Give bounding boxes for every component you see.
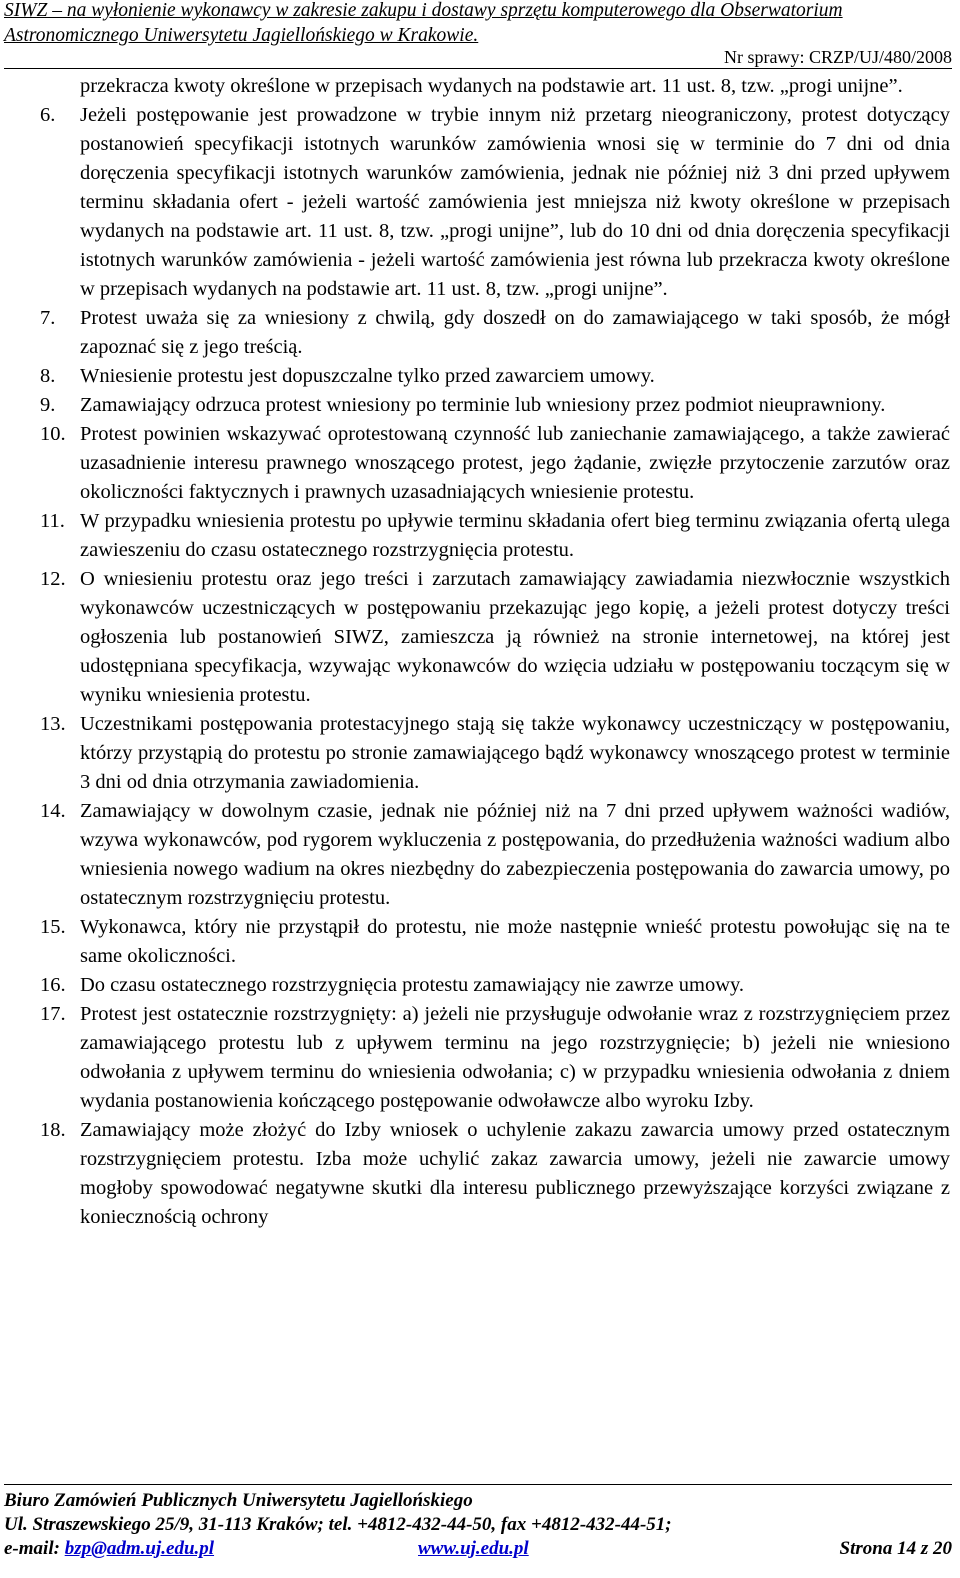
list-item-number: 6. [40,104,56,126]
list-item-number: 9. [40,394,56,416]
website-link[interactable]: www.uj.edu.pl [418,1538,529,1559]
list-item-number: 17. [40,1003,66,1025]
list-item-text: O wniesieniu protestu oraz jego treści i zarzutach zamawiający zawiadamia niezwłocznie wszystkich wykonawców uczestniczących w postępowaniu przekazując jego kopię, a jeżeli protest dotyczy treści ogłoszenia lub postanowień SIWZ, zamieszcza ją również na stronie internetowej, na której jest udostępniana specyfikacja, wzywając wykonawców do wzięcia udziału w postępowaniu toczącym się w wyniku wniesienia protestu. [80,568,950,706]
list-item-number: 11. [40,510,65,532]
header-title-line2: Astronomicznego Uniwersytetu Jagiellońskiego w Krakowie. [4,25,479,46]
footer-divider [4,1484,952,1485]
case-number: Nr sprawy: CRZP/UJ/480/2008 [723,47,952,67]
numbered-list [40,101,950,1232]
list-item-text: Protest uważa się za wniesiony z chwilą, gdy doszedł on do zamawiającego w taki sposób, że mógł zapoznać się z jego treścią. [80,307,950,358]
list-item-number: 14. [40,800,66,822]
page-footer [4,1484,952,1561]
header-title-line1: SIWZ – na wyłonienie wykonawcy w zakresie zakupu i dostawy sprzętu komputerowego dla Obserwatorium [4,0,843,21]
list-item-text: W przypadku wniesienia protestu po upływie terminu składania ofert bieg terminu związania ofertą ulega zawieszeniu do czasu ostatecznego rozstrzygnięcia protestu. [80,510,950,561]
list-item-text: Zamawiający odrzuca protest wniesiony po terminie lub wniesiony przez podmiot nieuprawniony. [80,394,886,416]
list-item [40,420,950,507]
list-item [40,913,950,971]
list-item [40,797,950,913]
page-header [4,0,952,70]
list-item [40,304,950,362]
list-item [40,1000,950,1116]
list-item-number: 15. [40,916,66,938]
list-item-number: 18. [40,1119,66,1141]
header-divider [4,68,952,69]
footer-address: Ul. Straszewskiego 25/9, 31-113 Kraków; tel. +4812-432-44-50, fax +4812-432-44-51; [4,1514,672,1535]
list-item [40,710,950,797]
list-item-text: Wykonawca, który nie przystąpił do protestu, nie może następnie wnieść protestu powołując się na te same okoliczności. [80,916,950,967]
list-item-number: 8. [40,365,56,387]
email-link[interactable]: bzp@adm.uj.edu.pl [64,1538,215,1559]
list-item-number: 13. [40,713,66,735]
list-item-text: Uczestnikami postępowania protestacyjnego stają się także wykonawcy uczestniczący w postępowaniu, którzy przystąpią do protestu po stronie zamawiającego bądź wykonawcy wnoszącego protest w terminie 3 dni od dnia otrzymania zawiadomienia. [80,713,950,793]
list-item-text: Wniesienie protestu jest dopuszczalne tylko przed zawarciem umowy. [80,365,655,387]
list-item-number: 16. [40,974,66,996]
document-body [40,72,950,1232]
footer-office: Biuro Zamówień Publicznych Uniwersytetu Jagiellońskiego [4,1490,473,1511]
list-item [40,565,950,710]
list-item-text: Protest powinien wskazywać oprotestowaną czynność lub zaniechanie zamawiającego, a także zawierać uzasadnienie interesu prawnego wnoszącego protest, jego żądanie, zwięzłe przytoczenie zarzutów oraz okoliczności faktycznych i prawnych uzasadniających wniesienie protestu. [80,423,950,503]
email-label: e-mail: [4,1538,65,1559]
list-item [40,507,950,565]
continuation-paragraph: przekracza kwoty określone w przepisach wydanych na podstawie art. 11 ust. 8, tzw. „progi unijne”. [80,75,903,97]
list-item-number: 12. [40,568,66,590]
list-item-number: 10. [40,423,66,445]
list-item-text: Protest jest ostatecznie rozstrzygnięty: a) jeżeli nie przysługuje odwołanie wraz z rozstrzygnięciem przez zamawiającego protestu lub z upływem terminu na jego rozstrzygnięcie; b) jeżeli nie wniesiono odwołania z upływem terminu do wniesienia odwołania; c) w przypadku wniesienia odwołania z dniem wydania postanowienia kończącego postępowanie odwoławcze albo wyroku Izby. [80,1003,950,1112]
list-item [40,391,950,420]
list-item-text: Zamawiający może złożyć do Izby wniosek o uchylenie zakazu zawarcia umowy przed ostatecznym rozstrzygnięciem protestu. Izba może uchylić zakaz zawarcia umowy, jeżeli nie zawarcie umowy mogłoby spowodować negatywne skutki dla interesu publicznego przewyższające korzyści związane z koniecznością ochrony [80,1119,950,1228]
list-item-text: Jeżeli postępowanie jest prowadzone w trybie innym niż przetarg nieograniczony, protest dotyczący postanowień specyfikacji istotnych warunków zamówienia wnosi się w terminie do 7 dni od dnia doręczenia specyfikacji istotnych warunków zamówienia, jednak nie później niż 3 dni przed upływem terminu składania ofert - jeżeli wartość zamówienia jest mniejsza niż kwoty określone w przepisach wydanych na podstawie art. 11 ust. 8, tzw. „progi unijne”, lub do 10 dni od dnia doręczenia specyfikacji istotnych warunków zamówienia - jeżeli wartość zamówienia jest równa lub przekracza kwoty określone w przepisach wydanych na podstawie art. 11 ust. 8, tzw. „progi unijne”. [80,104,950,300]
list-item-text: Do czasu ostatecznego rozstrzygnięcia protestu zamawiający nie zawrze umowy. [80,974,745,996]
list-item [40,1116,950,1232]
list-item-number: 7. [40,307,56,329]
footer-contact [4,1537,952,1561]
page-number: Strona 14 z 20 [839,1538,952,1559]
list-item-text: Zamawiający w dowolnym czasie, jednak nie później niż na 7 dni przed upływem ważności wadiów, wzywa wykonawców, pod rygorem wykluczenia z postępowania, do przedłużenia ważności wadium albo wniesienia nowego wadium na okres niezbędny do zabezpieczenia postępowania do zawarcia umowy, po ostatecznym rozstrzygnięciu protestu. [80,800,950,909]
list-item [40,101,950,304]
list-item [40,971,950,1000]
list-item [40,362,950,391]
